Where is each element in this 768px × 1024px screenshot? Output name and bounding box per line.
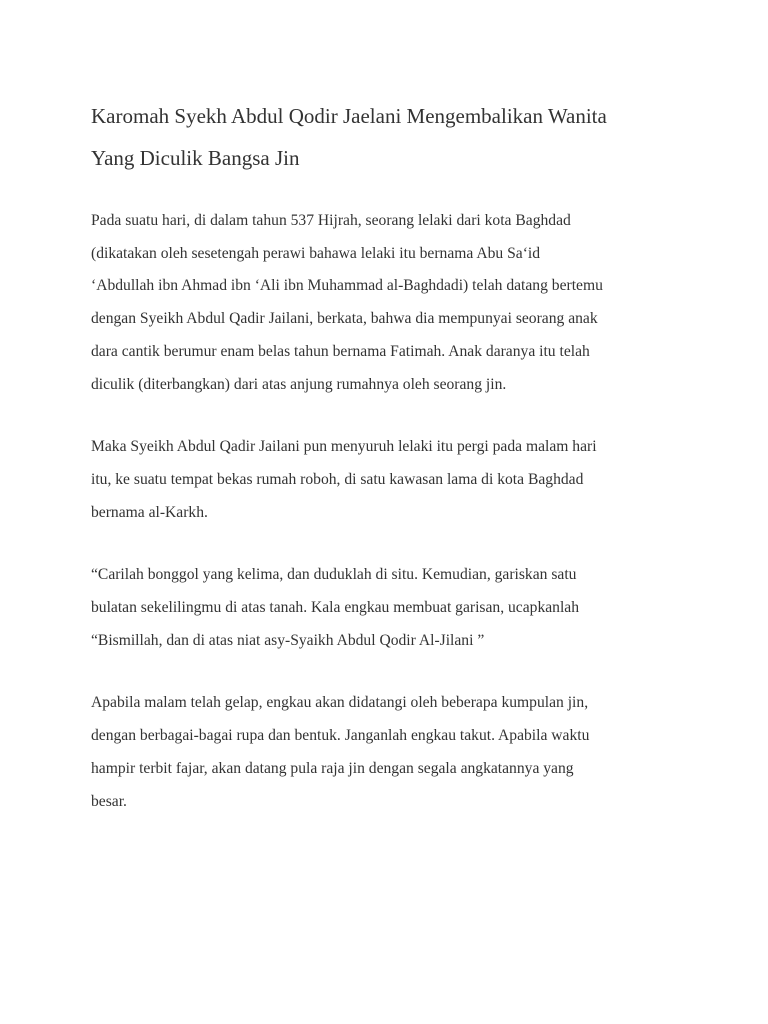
paragraph-1 [91, 205, 691, 401]
text-line: “Bismillah, dan di atas niat asy-Syaikh Abdul Qodir Al-Jilani ” [91, 631, 485, 649]
text-line: bulatan sekelilingmu di atas tanah. Kala engkau membuat garisan, ucapkanlah [91, 599, 580, 617]
text-line: dengan Syeikh Abdul Qadir Jailani, berkata, bahwa dia mempunyai seorang anak [91, 310, 598, 328]
title-line: Yang Diculik Bangsa Jin [91, 146, 300, 170]
text-line: Pada suatu hari, di dalam tahun 537 Hijrah, seorang lelaki dari kota Baghdad [91, 212, 571, 229]
title-line: Karomah Syekh Abdul Qodir Jaelani Mengembalikan Wanita [91, 104, 607, 128]
text-line: ‘Abdullah ibn Ahmad ibn ‘Ali ibn Muhammad al-Baghdadi) telah datang bertemu [91, 277, 603, 295]
paragraph-4 [91, 687, 691, 818]
text-line: besar. [91, 792, 127, 810]
text-line: (dikatakan oleh sesetengah perawi bahawa lelaki itu bernama Abu Sa‘id [91, 244, 541, 262]
article-title [91, 95, 691, 179]
text-line: hampir terbit fajar, akan datang pula raja jin dengan segala angkatannya yang [91, 759, 574, 777]
text-line: “Carilah bonggol yang kelima, dan duduklah di situ. Kemudian, gariskan satu [91, 566, 577, 584]
text-line: itu, ke suatu tempat bekas rumah roboh, di satu kawasan lama di kota Baghdad [91, 470, 584, 488]
text-line: dara cantik berumur enam belas tahun bernama Fatimah. Anak daranya itu telah [91, 342, 590, 360]
paragraph-2 [91, 431, 691, 529]
text-line: dengan berbagai-bagai rupa dan bentuk. Janganlah engkau takut. Apabila waktu [91, 727, 590, 745]
document-page [91, 95, 691, 818]
text-line: Maka Syeikh Abdul Qadir Jailani pun menyuruh lelaki itu pergi pada malam hari [91, 438, 597, 456]
text-line: bernama al-Karkh. [91, 503, 208, 521]
text-line: diculik (diterbangkan) dari atas anjung rumahnya oleh seorang jin. [91, 375, 507, 393]
text-line: Apabila malam telah gelap, engkau akan didatangi oleh beberapa kumpulan jin, [91, 694, 589, 712]
paragraph-3 [91, 559, 691, 657]
